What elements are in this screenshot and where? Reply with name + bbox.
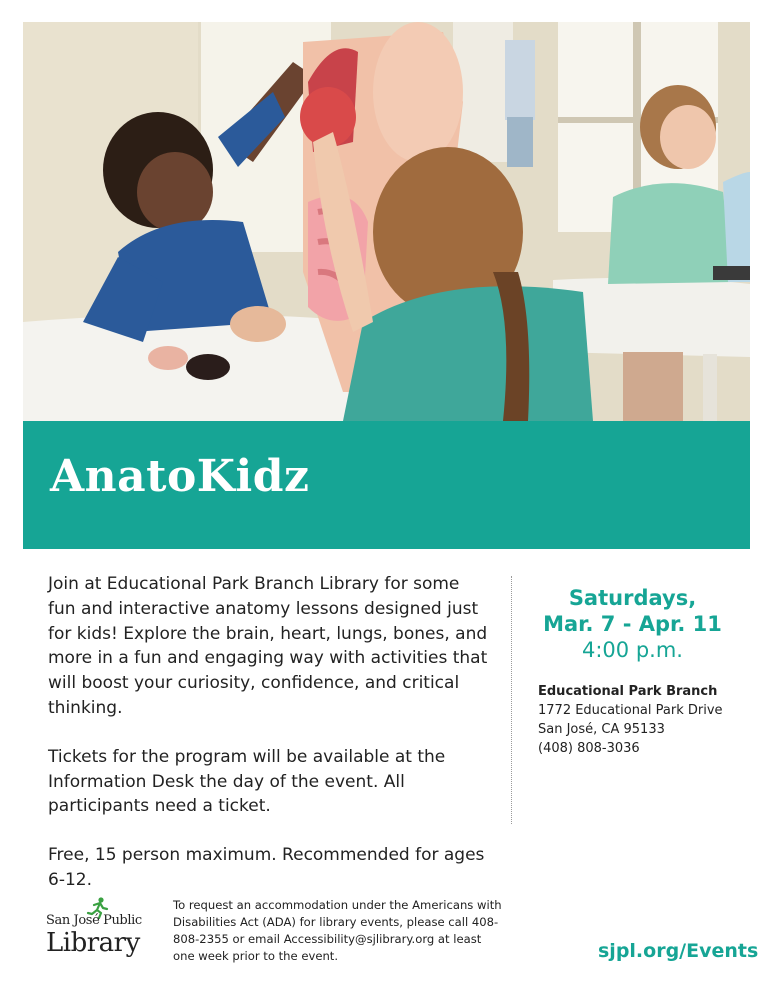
event-description (48, 572, 488, 917)
description-paragraph-1: Join at Educational Park Branch Library for some fun and interactive anatomy lessons designed just for kids! Explore the brain, heart, lungs, bones, and more in a fun and engaging way with activities that will boost your curiosity, confidence, and critical thinking. (48, 574, 488, 718)
ada-notice: To request an accommodation under the Americans with Disabilities Act (ADA) for library events, please call 408-808-2355 or email Accessibility@sjlibrary.org at least one week prior to the event. (173, 898, 502, 963)
title-banner (23, 421, 750, 549)
dotted-divider (511, 576, 512, 824)
branch-street: 1772 Educational Park Drive (538, 703, 723, 718)
schedule-days: Saturdays, (568, 586, 697, 610)
branch-phone: (408) 808-3036 (538, 741, 640, 756)
branch-city: San José, CA 95133 (538, 722, 665, 737)
library-logo (44, 897, 144, 967)
events-url[interactable]: sjpl.org/Events (598, 940, 759, 962)
event-location (538, 682, 748, 758)
event-title: AnatoKidz (50, 451, 310, 502)
children-with-anatomy-model-icon (23, 22, 750, 421)
description-paragraph-3: Free, 15 person maximum. Recommended for ages 6-12. (48, 845, 485, 890)
description-paragraph-2: Tickets for the program will be available at the Information Desk the day of the event. All participants need a ticket. (48, 746, 446, 817)
logo-bottom-text: Library (46, 928, 140, 958)
logo-top-text: San José Public (46, 913, 142, 928)
schedule-time: 4:00 p.m. (582, 638, 683, 662)
schedule-dates: Mar. 7 - Apr. 11 (543, 612, 722, 636)
event-schedule (515, 585, 750, 663)
branch-name: Educational Park Branch (538, 684, 718, 699)
event-photo (23, 22, 750, 421)
